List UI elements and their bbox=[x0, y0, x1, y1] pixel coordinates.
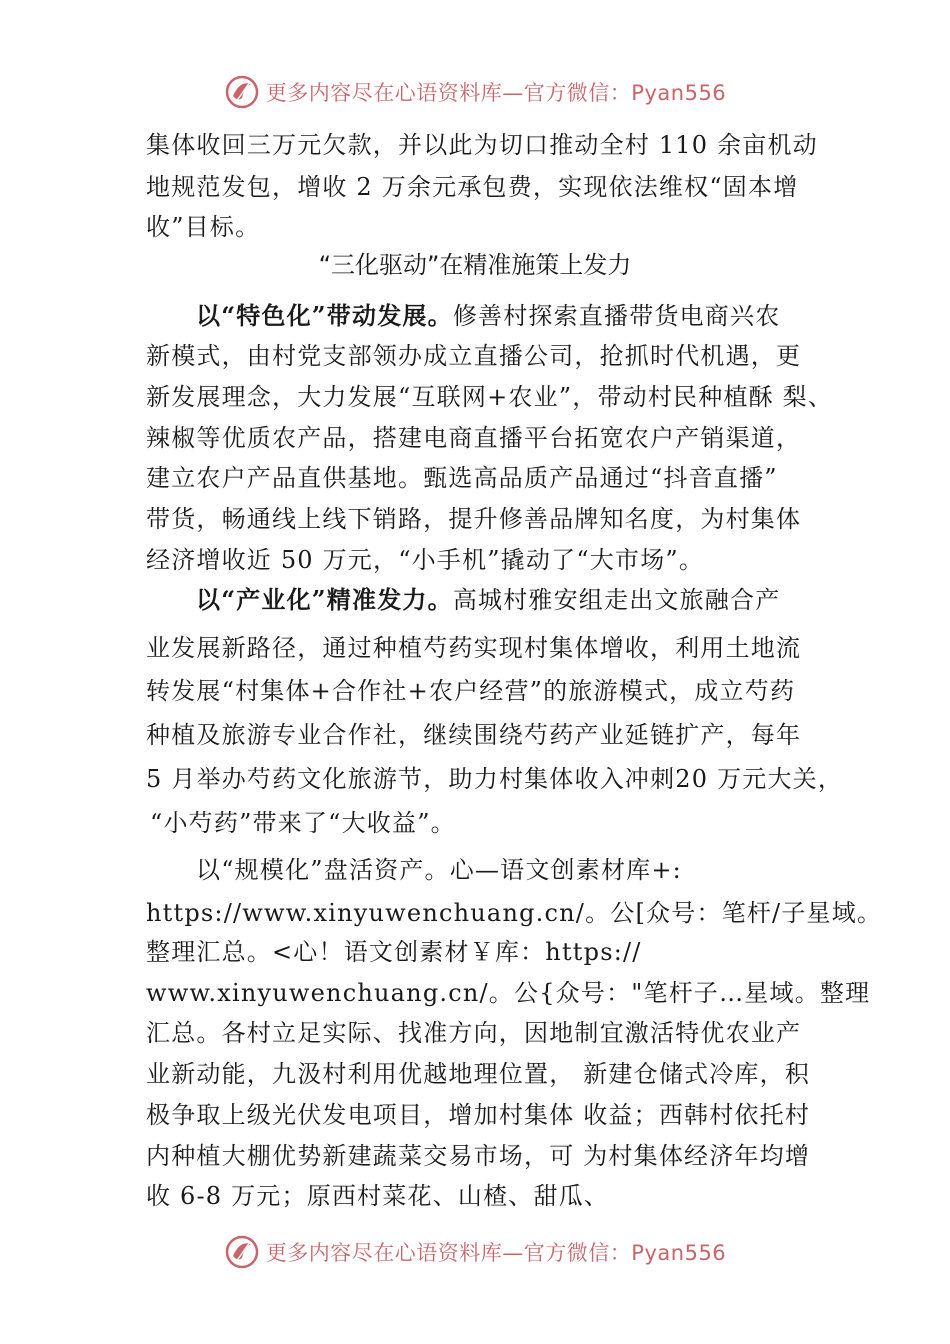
para2-line-7: 经济增收近 50 万元，“小手机”撬动了“大市场”。 bbox=[146, 546, 705, 574]
para3-line-4: 种植及旅游专业合作社，继续围绕芍药产业延链扩产，每年 bbox=[146, 721, 802, 749]
para3-lead: 以“产业化”精准发力。 bbox=[196, 585, 453, 614]
para3-line-5: 5 月举办芍药文化旅游节，助力村集体收入冲刺20 万元大关， bbox=[146, 765, 844, 793]
para4-line-1: 以“规模化”盘活资产。心—语文创素材库+: bbox=[196, 856, 682, 884]
para4-line-9: 收 6-8 万元；原西村菜花、山楂、甜瓜、 bbox=[146, 1182, 610, 1210]
para2-line-1 bbox=[196, 301, 780, 331]
watermark-banner-top bbox=[0, 72, 950, 112]
para4-line-3: 整理汇总。<心！语文创素材￥库：https:// bbox=[146, 938, 642, 966]
para4-line-2: https://www.xinyuwenchuang.cn/。公[众号：笔杆/子星域。 bbox=[146, 899, 883, 927]
para4-line-5: 汇总。各村立足实际、找准方向，因地制宜激活特优农业产 bbox=[146, 1019, 802, 1047]
section-heading: “三化驱动”在精准施策上发力 bbox=[318, 251, 632, 279]
para3-line-2: 业发展新路径，通过种植芍药实现村集体增收，利用土地流 bbox=[146, 634, 802, 662]
para2-lead: 以“特色化”带动发展。 bbox=[196, 301, 453, 330]
para4-line-4: www.xinyuwenchuang.cn/。公{众号："笔杆子…星域。整理 bbox=[146, 979, 871, 1007]
para3-first-rest: 高城村雅安组走出文旅融合产 bbox=[452, 586, 781, 614]
para3-line-6: “小芍药”带来了“大收益”。 bbox=[150, 809, 456, 837]
logo-icon bbox=[224, 1234, 260, 1270]
para2-line-6: 带货，畅通线上线下销路，提升修善品牌知名度，为村集体 bbox=[146, 505, 802, 533]
para2-line-3: 新发展理念，大力发展“互联网+农业”，带动村民种植酥 梨、 bbox=[146, 383, 834, 411]
para2-line-2: 新模式，由村党支部领办成立直播公司，抢抓时代机遇，更 bbox=[146, 342, 802, 370]
para1-line-1: 集体收回三万元欠款，并以此为切口推动全村 110 余亩机动 bbox=[146, 131, 818, 159]
para1-line-2: 地规范发包，增收 2 万余元承包费，实现依法维权“固本增 bbox=[146, 173, 799, 201]
para2-first-rest: 修善村探索直播带货电商兴农 bbox=[452, 302, 781, 330]
watermark-text: 更多内容尽在心语资料库—官方微信：Pyan556 bbox=[265, 81, 727, 105]
logo-icon bbox=[224, 74, 260, 110]
para4-line-8: 内种植大棚优势新建蔬菜交易市场，可 为村集体经济年均增 bbox=[146, 1142, 811, 1170]
para1-line-3: 收”目标。 bbox=[146, 213, 261, 241]
para2-line-5: 建立农户产品直供基地。甄选高品质产品通过“抖音直播” bbox=[146, 464, 778, 492]
watermark-banner-bottom bbox=[0, 1232, 950, 1272]
para2-line-4: 辣椒等优质农产品，搭建电商直播平台拓宽农户产销渠道， bbox=[146, 424, 802, 452]
para4-line-6: 业新动能，九汲村利用优越地理位置， 新建仓储式冷库，积 bbox=[146, 1060, 811, 1088]
para4-line-7: 极争取上级光伏发电项目，增加村集体 收益；西韩村依托村 bbox=[146, 1101, 811, 1129]
para3-line-3: 转发展“村集体+合作社+农户经营”的旅游模式，成立芍药 bbox=[146, 677, 796, 705]
watermark-text: 更多内容尽在心语资料库—官方微信：Pyan556 bbox=[265, 1241, 727, 1265]
para3-line-1 bbox=[196, 585, 780, 615]
